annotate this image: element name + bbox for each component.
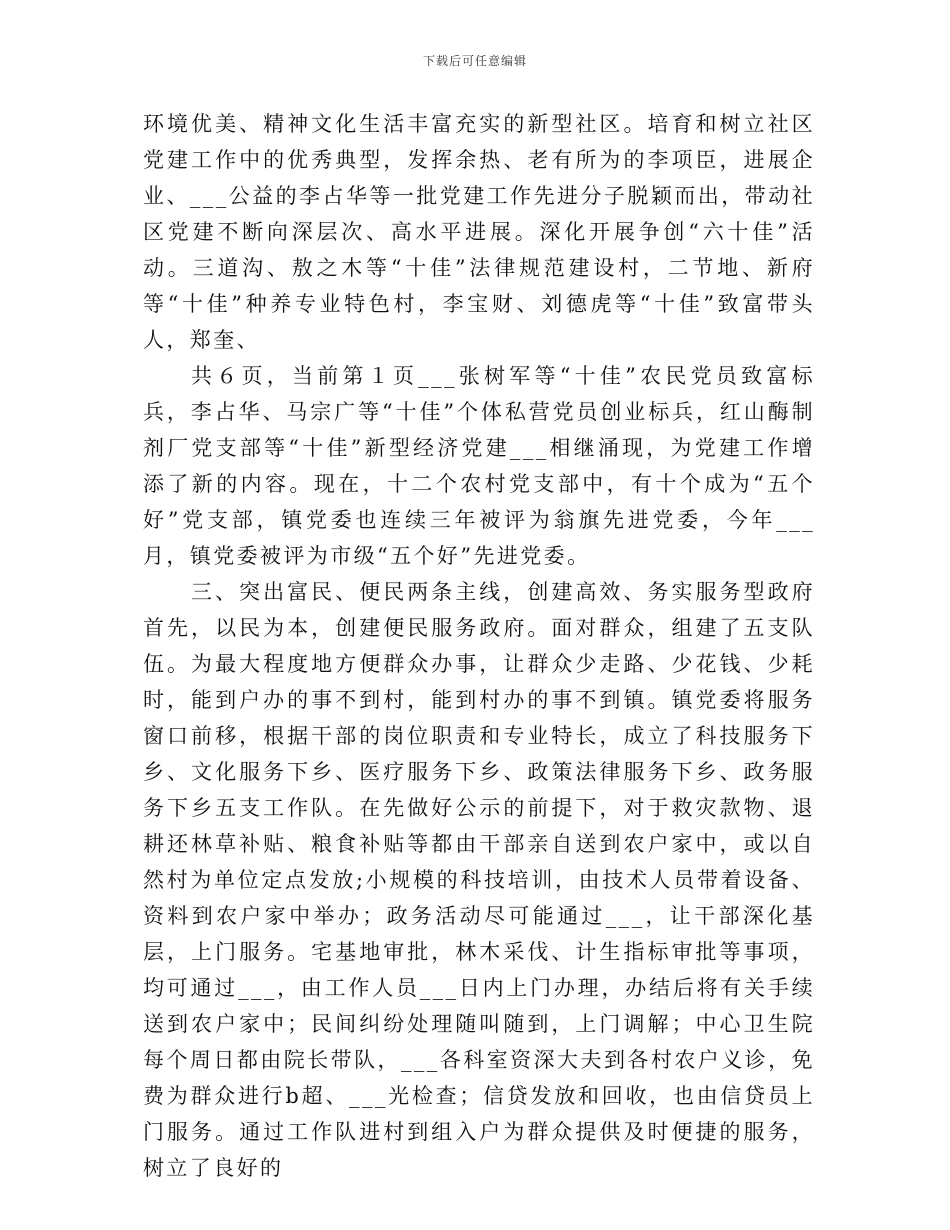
document-body bbox=[143, 106, 815, 1186]
body-paragraph: 环境优美、精神文化生活丰富充实的新型社区。培育和树立社区党建工作中的优秀典型，发挥余热、老有所为的李项臣，进展企业、___公益的李占华等一批党建工作先进分子脱颖而出，带动社区党建不断向深层次、高水平进展。深化开展争创“六十佳”活动。三道沟、敖之木等“十佳”法律规范建设村，二节地、新府等“十佳”种养专业特色村，李宝财、刘德虎等“十佳”致富带头人，郑奎、 bbox=[143, 112, 815, 352]
body-paragraph: 共６页，当前第１页___张树军等“十佳”农民党员致富标兵，李占华、马宗广等“十佳”个体私营党员创业标兵，红山酶制剂厂党支部等“十佳”新型经济党建___相继涌现，为党建工作增添了新的内容。现在，十二个农村党支部中，有十个成为“五个好”党支部，镇党委也连续三年被评为翁旗先进党委，今年___月，镇党委被评为市级“五个好”先进党委。 bbox=[143, 364, 815, 568]
body-paragraph: 三、突出富民、便民两条主线，创建高效、务实服务型政府首先，以民为本，创建便民服务政府。面对群众，组建了五支队伍。为最大程度地方便群众办事，让群众少走路、少花钱、少耗时，能到户办的事不到村，能到村办的事不到镇。镇党委将服务窗口前移，根据干部的岗位职责和专业特长，成立了科技服务下乡、文化服务下乡、医疗服务下乡、政策法律服务下乡、政务服务下乡五支工作队。在先做好公示的前提下，对于救灾款物、退耕还林草补贴、粮食补贴等都由干部亲自送到农户家中，或以自然村为单位定点发放;小规模的科技培训，由技术人员带着设备、资料到农户家中举办；政务活动尽可能通过___，让干部深化基层，上门服务。宅基地审批，林木采伐、计生指标审批等事项，均可通过___，由工作人员___日内上门办理，办结后将有关手续送到农户家中；民间纠纷处理随叫随到，上门调解；中心卫生院每个周日都由院长带队，___各科室资深大夫到各村农户义诊，免费为群众进行b超、___光检查；信贷发放和回收，也由信贷员上门服务。通过工作队进村到组入户为群众提供及时便捷的服务，树立了良好的 bbox=[143, 580, 815, 1180]
page-header-note: 下载后可任意编辑 bbox=[422, 54, 527, 68]
